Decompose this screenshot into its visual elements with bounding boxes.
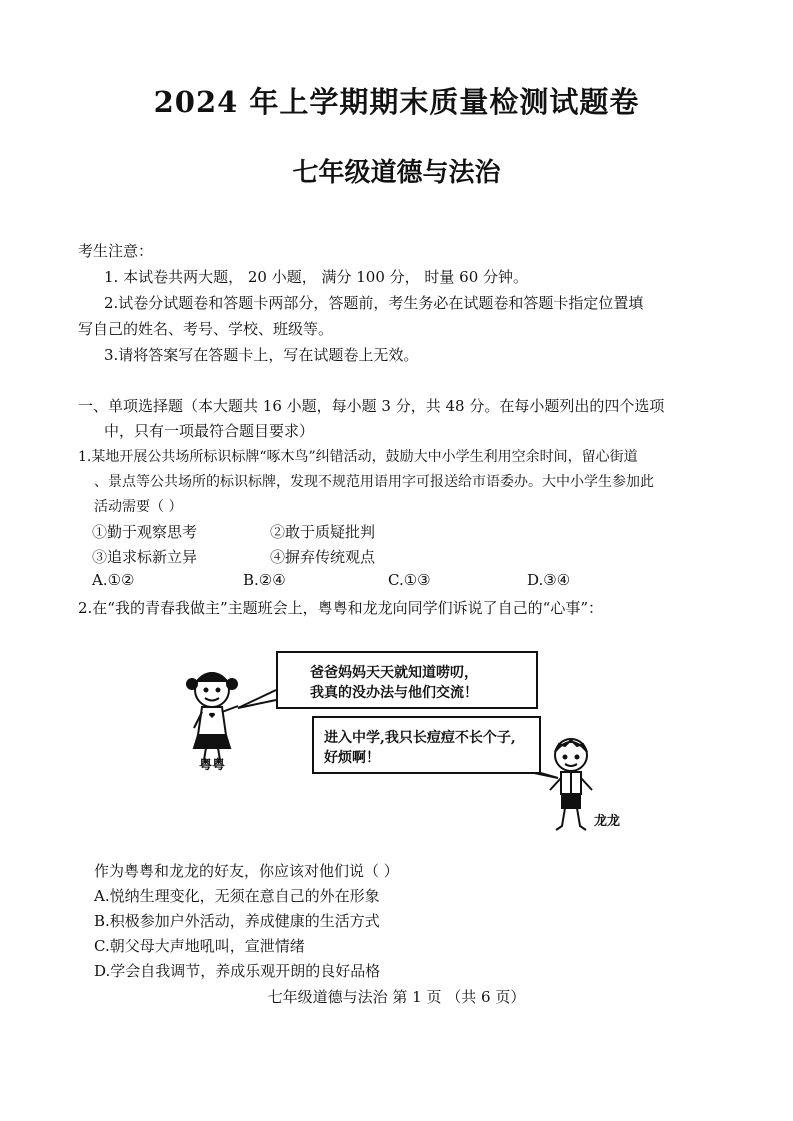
q1-statement-3: ③追求标新立异 xyxy=(92,548,198,566)
section-heading: 一、单项选择题（本大题共 16 小题，每小题 3 分，共 48 分。在每小题列出的四个选项 xyxy=(78,397,665,415)
q1-choice-c: C.①③ xyxy=(388,571,431,589)
bubble-girl-line-1: 爸爸妈妈天天就知道唠叨， xyxy=(310,665,478,681)
girl-figure xyxy=(187,673,238,760)
q1-choice-b: B.②④ xyxy=(243,571,286,589)
q1-statement-2: ②敢于质疑批判 xyxy=(270,523,376,541)
label-longlong: 龙龙 xyxy=(594,814,621,829)
notice-item-1: 1. 本试卷共两大题， 20 小题， 满分 100 分， 时量 60 分钟。 xyxy=(104,268,529,286)
page-subtitle: 七年级道德与法治 xyxy=(292,158,501,188)
speech-bubble-boy xyxy=(312,716,541,774)
notice-item-3: 3.请将答案写在答题卡上，写在试题卷上无效。 xyxy=(104,346,419,364)
notice-item-2-cont: 写自己的姓名、考号、学校、班级等。 xyxy=(78,320,334,338)
page-title: 2024 年上学期期末质量检测试题卷 xyxy=(153,85,640,119)
q1-choice-d: D.③④ xyxy=(527,571,571,589)
q1-choice-a: A.①② xyxy=(92,571,135,589)
q1-stem-line-2: 、景点等公共场所的标识标牌，发现不规范用语用字可报送给市语委办。大中小学生参加此 xyxy=(94,474,654,490)
q1-statement-4: ④摒弃传统观点 xyxy=(270,548,376,566)
q1-statement-1: ①勤于观察思考 xyxy=(92,523,198,541)
q2-question: 作为粤粤和龙龙的好友，你应该对他们说（ ） xyxy=(94,862,399,880)
q2-option-c: C.朝父母大声地吼叫，宣泄情绪 xyxy=(94,937,305,955)
label-yueyue: 粤粤 xyxy=(199,758,226,773)
notice-heading: 考生注意： xyxy=(78,242,154,260)
q2-option-b: B.积极参加户外活动，养成健康的生活方式 xyxy=(94,912,380,930)
q1-stem-line-3: 活动需要（ ） xyxy=(94,499,183,515)
section-heading-cont: 中，只有一项最符合题目要求） xyxy=(104,422,315,440)
page-footer: 七年级道德与法治 第 1 页 （共 6 页） xyxy=(267,988,526,1006)
notice-item-2: 2.试卷分试题卷和答题卡两部分，答题前，考生务必在试题卷和答题卡指定位置填 xyxy=(104,294,644,312)
q1-stem-line-1: 1.某地开展公共场所标识标牌“啄木鸟”纠错活动，鼓励大中小学生利用空余时间，留心街道 xyxy=(78,449,638,465)
speech-bubble-girl xyxy=(276,651,538,709)
bubble-boy-line-2: 好烦啊！ xyxy=(324,750,380,766)
q2-option-d: D.学会自我调节，养成乐观开朗的良好品格 xyxy=(94,962,381,980)
boy-figure xyxy=(550,739,592,830)
q2-option-a: A.悦纳生理变化，无须在意自己的外在形象 xyxy=(94,887,380,905)
bubble-boy-line-1: 进入中学,我只长痘痘不长个子, xyxy=(324,730,516,746)
bubble-girl-line-2: 我真的没办法与他们交流！ xyxy=(310,685,478,701)
q2-stem: 2.在“我的青春我做主”主题班会上，粤粤和龙龙向同学们诉说了自己的“心事”： xyxy=(78,599,603,617)
